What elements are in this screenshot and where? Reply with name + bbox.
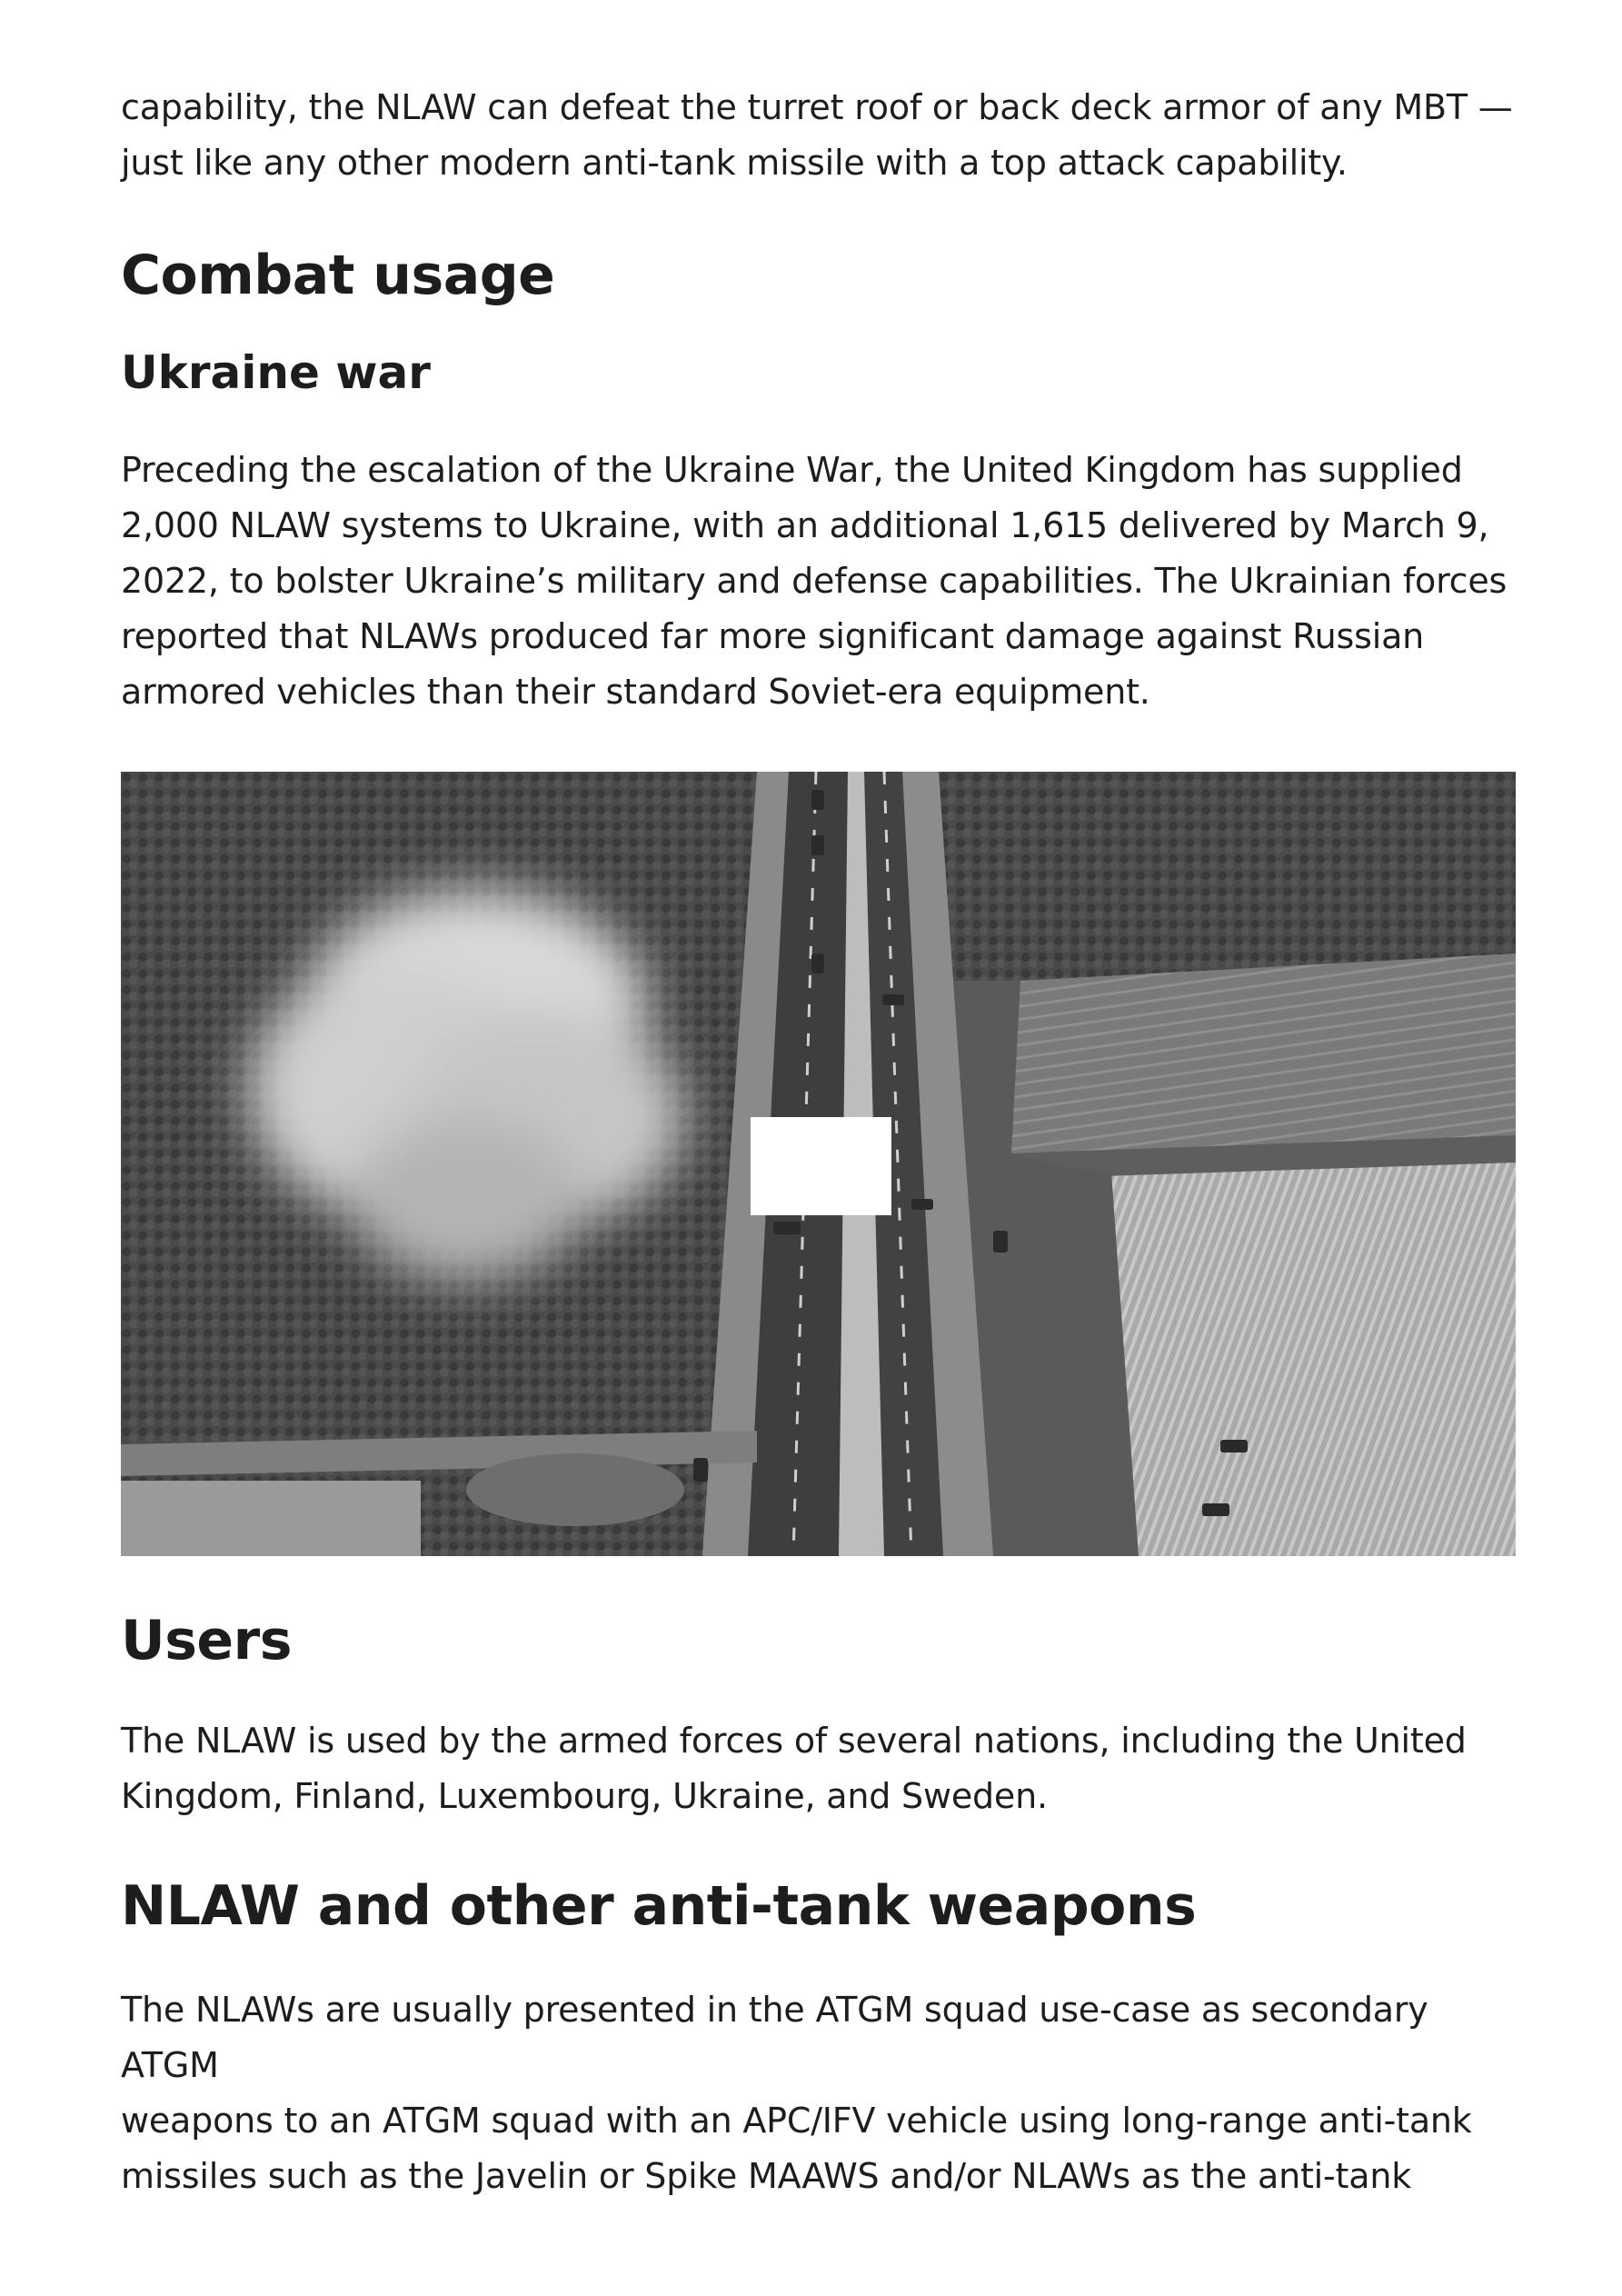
subheading-ukraine-war: Ukraine war <box>121 346 431 399</box>
aerial-photo-highway-explosion <box>121 772 1516 1556</box>
users-line-2: Kingdom, Finland, Luxembourg, Ukraine, and Sweden. <box>121 1776 1048 1816</box>
ukraine-war-paragraph <box>121 443 1516 720</box>
users-line-1: The NLAW is used by the armed forces of several nations, including the United <box>121 1721 1467 1761</box>
other-weapons-paragraph <box>121 1982 1516 2204</box>
redaction-block <box>751 1117 891 1215</box>
users-paragraph <box>121 1713 1516 1824</box>
ukraine-line-1: Preceding the escalation of the Ukraine War, the United Kingdom has supplied <box>121 450 1463 490</box>
other-weapons-line-1: The NLAWs are usually presented in the ATGM squad use-case as secondary ATGM <box>121 1990 1428 2085</box>
intro-line-1: capability, the NLAW can defeat the turret roof or back deck armor of any MBT — <box>121 87 1513 127</box>
ukraine-line-4: reported that NLAWs produced far more significant damage against Russian <box>121 616 1425 656</box>
other-weapons-line-2: weapons to an ATGM squad with an APC/IFV vehicle using long-range anti-tank <box>121 2101 1472 2141</box>
intro-paragraph <box>121 80 1516 191</box>
heading-users: Users <box>121 1609 292 1672</box>
ukraine-line-2: 2,000 NLAW systems to Ukraine, with an additional 1,615 delivered by March 9, <box>121 505 1489 545</box>
ukraine-line-3: 2022, to bolster Ukraine’s military and defense capabilities. The Ukrainian forces <box>121 561 1508 601</box>
heading-combat-usage: Combat usage <box>121 244 555 307</box>
heading-nlaw-other-weapons: NLAW and other anti-tank weapons <box>121 1874 1197 1938</box>
aerial-photo-illustration <box>121 772 1516 1556</box>
intro-line-2: just like any other modern anti-tank missile with a top attack capability. <box>121 143 1348 183</box>
ukraine-line-5: armored vehicles than their standard Soviet-era equipment. <box>121 672 1150 712</box>
other-weapons-line-3: missiles such as the Javelin or Spike MAAWS and/or NLAWs as the anti-tank <box>121 2156 1412 2196</box>
